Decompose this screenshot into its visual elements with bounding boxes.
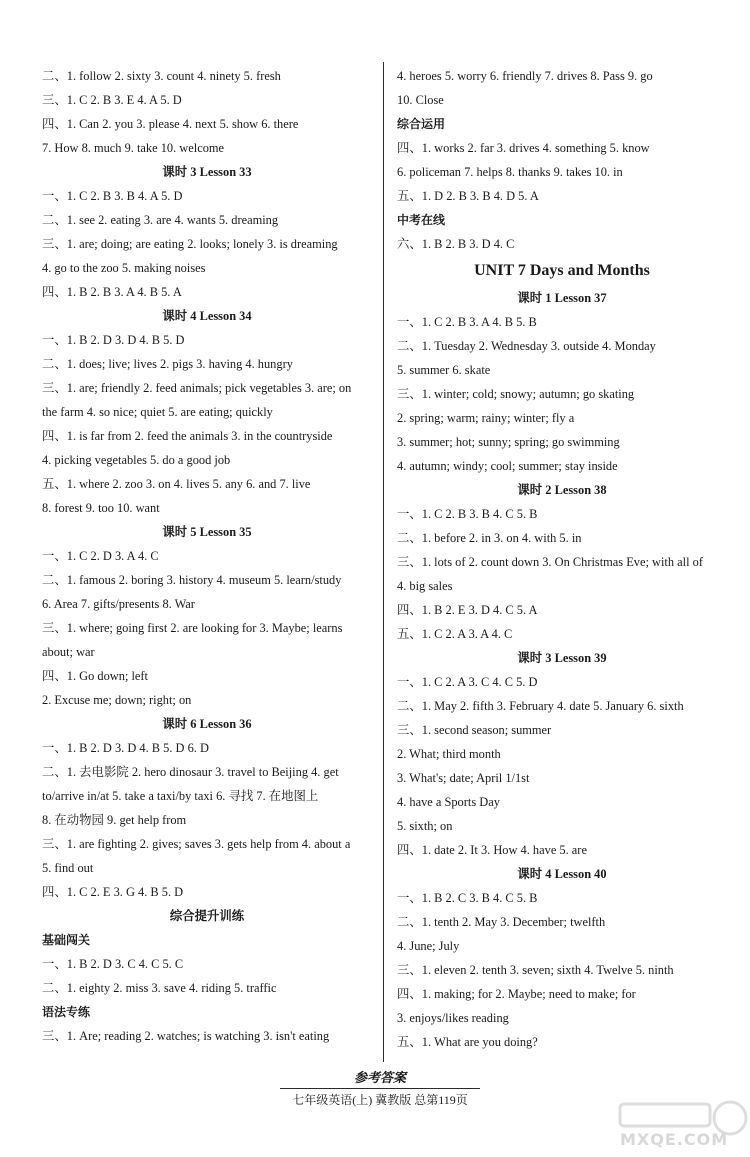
page-footer: [280, 1070, 480, 1109]
answer-line: to/arrive in/at 5. take a taxi/by taxi 6. 寻找 7. 在地图上: [42, 789, 319, 803]
answer-line: 五、1. What are you doing?: [397, 1035, 538, 1049]
answer-line: 二、1. May 2. fifth 3. February 4. date 5. January 6. sixth: [397, 699, 684, 713]
answer-line: 四、1. Go down; left: [42, 669, 148, 683]
answer-line: about; war: [42, 645, 95, 659]
answer-line: 四、1. date 2. It 3. How 4. have 5. are: [397, 843, 587, 857]
section-heading: 基础闯关: [42, 933, 91, 947]
answer-line: 五、1. D 2. B 3. B 4. D 5. A: [397, 189, 539, 203]
lesson-title: 课时 2 Lesson 38: [517, 483, 607, 497]
answer-line: 四、1. Can 2. you 3. please 4. next 5. show 6. there: [42, 117, 299, 131]
answer-line: 三、1. are; friendly 2. feed animals; pick vegetables 3. are; on: [42, 381, 352, 395]
answer-line: 一、1. B 2. D 3. D 4. B 5. D: [42, 333, 185, 347]
answer-line: 六、1. B 2. B 3. D 4. C: [397, 237, 515, 251]
answer-line: 4. go to the zoo 5. making noises: [42, 261, 206, 275]
left-column: [42, 64, 372, 1048]
answer-line: 四、1. is far from 2. feed the animals 3. in the countryside: [42, 429, 333, 443]
answer-line: 三、1. Are; reading 2. watches; is watching 3. isn't eating: [42, 1029, 330, 1043]
answer-line: the farm 4. so nice; quiet 5. are eating; quickly: [42, 405, 273, 419]
column-divider: [383, 62, 384, 1062]
answer-line: 四、1. making; for 2. Maybe; need to make; for: [397, 987, 636, 1001]
answer-line: 4. big sales: [397, 579, 453, 593]
answer-line: 8. forest 9. too 10. want: [42, 501, 160, 515]
answer-line: 4. June; July: [397, 939, 460, 953]
answer-line: 四、1. B 2. B 3. A 4. B 5. A: [42, 285, 182, 299]
answer-line: 三、1. are fighting 2. gives; saves 3. gets help from 4. about a: [42, 837, 351, 851]
answer-line: 3. enjoys/likes reading: [397, 1011, 509, 1025]
answer-line: 一、1. C 2. B 3. B 4. C 5. B: [397, 507, 538, 521]
answer-line: 4. picking vegetables 5. do a good job: [42, 453, 231, 467]
unit-title: UNIT 7 Days and Months: [474, 262, 650, 279]
answer-line: 一、1. B 2. D 3. C 4. C 5. C: [42, 957, 184, 971]
answer-line: 2. What; third month: [397, 747, 501, 761]
answer-line: 三、1. lots of 2. count down 3. On Christmas Eve; with all of: [397, 555, 703, 569]
section-heading: 语法专练: [42, 1005, 91, 1019]
answer-line: 一、1. C 2. B 3. B 4. A 5. D: [42, 189, 183, 203]
answer-line: 二、1. famous 2. boring 3. history 4. museum 5. learn/study: [42, 573, 342, 587]
answer-line: 五、1. C 2. A 3. A 4. C: [397, 627, 513, 641]
answer-line: 7. How 8. much 9. take 10. welcome: [42, 141, 225, 155]
answer-line: 一、1. C 2. B 3. A 4. B 5. B: [397, 315, 537, 329]
answer-line: 4. have a Sports Day: [397, 795, 500, 809]
lesson-title: 综合提升训练: [169, 909, 245, 923]
answer-line: 二、1. Tuesday 2. Wednesday 3. outside 4. Monday: [397, 339, 656, 353]
answer-line: 2. Excuse me; down; right; on: [42, 693, 192, 707]
answer-line: 三、1. are; doing; are eating 2. looks; lonely 3. is dreaming: [42, 237, 338, 251]
answer-line: 5. find out: [42, 861, 94, 875]
lesson-title: 课时 4 Lesson 40: [517, 867, 607, 881]
watermark-text: MXQE.COM: [620, 1130, 729, 1149]
lesson-title: 课时 3 Lesson 33: [162, 165, 252, 179]
lesson-title: 课时 4 Lesson 34: [162, 309, 252, 323]
answer-line: 二、1. eighty 2. miss 3. save 4. riding 5. traffic: [42, 981, 277, 995]
answer-line: 二、1. see 2. eating 3. are 4. wants 5. dreaming: [42, 213, 279, 227]
answer-line: 10. Close: [397, 93, 444, 107]
answer-line: 5. sixth; on: [397, 819, 453, 833]
answer-line: 2. spring; warm; rainy; winter; fly a: [397, 411, 575, 425]
answer-line: 6. Area 7. gifts/presents 8. War: [42, 597, 195, 611]
answer-line: 一、1. B 2. D 3. D 4. B 5. D 6. D: [42, 741, 209, 755]
answer-line: 二、1. tenth 2. May 3. December; twelfth: [397, 915, 606, 929]
answer-line: 四、1. B 2. E 3. D 4. C 5. A: [397, 603, 538, 617]
answer-line: 5. summer 6. skate: [397, 363, 491, 377]
right-column: [397, 64, 727, 1054]
answer-line: 一、1. C 2. D 3. A 4. C: [42, 549, 159, 563]
answer-line: 4. heroes 5. worry 6. friendly 7. drives 8. Pass 9. go: [397, 69, 653, 83]
answer-line: 8. 在动物园 9. get help from: [42, 813, 187, 827]
answer-line: 二、1. 去电影院 2. hero dinosaur 3. travel to Beijing 4. get: [42, 765, 339, 779]
answer-line: 4. autumn; windy; cool; summer; stay inside: [397, 459, 618, 473]
answer-line: 3. summer; hot; sunny; spring; go swimming: [397, 435, 620, 449]
answer-line: 三、1. C 2. B 3. E 4. A 5. D: [42, 93, 182, 107]
answer-line: 3. What's; date; April 1/1st: [397, 771, 530, 785]
answer-line: 三、1. where; going first 2. are looking for 3. Maybe; learns: [42, 621, 343, 635]
answer-line: 三、1. second season; summer: [397, 723, 552, 737]
section-heading: 中考在线: [397, 213, 446, 227]
answer-line: 四、1. works 2. far 3. drives 4. something 5. know: [397, 141, 650, 155]
answer-line: 二、1. before 2. in 3. on 4. with 5. in: [397, 531, 582, 545]
footer-info: 七年级英语(上) 冀教版 总第119页: [292, 1093, 468, 1107]
lesson-title: 课时 3 Lesson 39: [517, 651, 607, 665]
footer-title: 参考答案: [353, 1070, 406, 1085]
answer-line: 三、1. winter; cold; snowy; autumn; go skating: [397, 387, 635, 401]
watermark-logo: [600, 1100, 750, 1152]
answer-line: 一、1. B 2. C 3. B 4. C 5. B: [397, 891, 538, 905]
lesson-title: 课时 6 Lesson 36: [162, 717, 252, 731]
answer-line: 二、1. follow 2. sixty 3. count 4. ninety 5. fresh: [42, 69, 281, 83]
lesson-title: 课时 1 Lesson 37: [517, 291, 607, 305]
answer-line: 三、1. eleven 2. tenth 3. seven; sixth 4. Twelve 5. ninth: [397, 963, 674, 977]
lesson-title: 课时 5 Lesson 35: [162, 525, 252, 539]
footer-rule: [280, 1088, 480, 1089]
answer-line: 6. policeman 7. helps 8. thanks 9. takes 10. in: [397, 165, 623, 179]
answer-line: 四、1. C 2. E 3. G 4. B 5. D: [42, 885, 184, 899]
answer-line: 五、1. where 2. zoo 3. on 4. lives 5. any 6. and 7. live: [42, 477, 311, 491]
answer-line: 二、1. does; live; lives 2. pigs 3. having 4. hungry: [42, 357, 293, 371]
section-heading: 综合运用: [397, 117, 446, 131]
answer-line: 一、1. C 2. A 3. C 4. C 5. D: [397, 675, 538, 689]
